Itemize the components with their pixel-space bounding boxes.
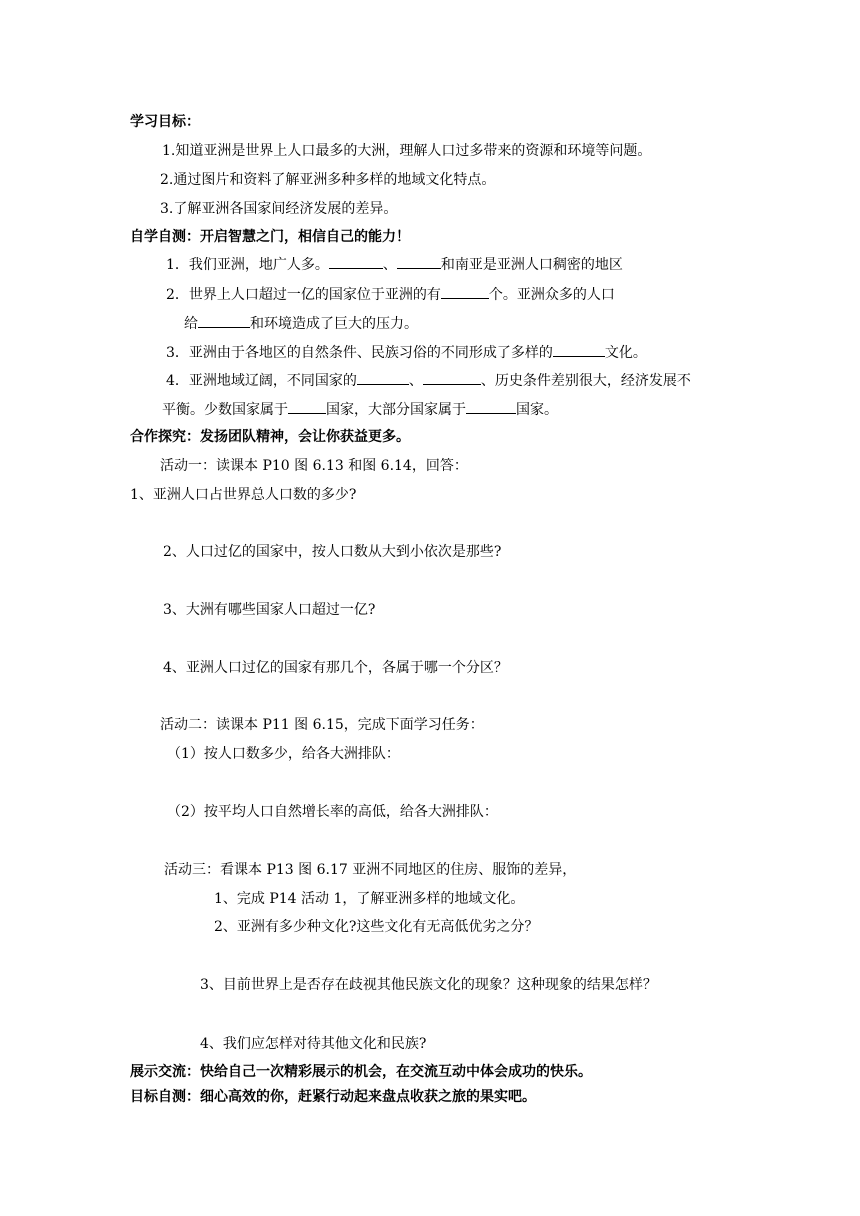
- q2-text-b: 个。亚洲众多的人口: [488, 287, 615, 303]
- q4-text-b: 、历史条件差别很大，经济发展不: [480, 373, 691, 389]
- q1-separator: 、: [382, 257, 397, 273]
- activity3-item-2: 2、亚洲有多少种文化?这些文化有无高低优劣之分？: [214, 919, 539, 935]
- fill-blank[interactable]: [397, 254, 441, 269]
- q1-text-b: 和南亚是亚洲人口稠密的地区: [440, 257, 623, 273]
- self-test-question-1: [166, 254, 623, 275]
- activity1-question-3: 3、大洲有哪些国家人口超过一亿?: [163, 602, 376, 618]
- self-test-question-4-cont: [162, 399, 558, 420]
- activity1-question-4: 4、亚洲人口过亿的国家有那几个，各属于哪一个分区？: [163, 660, 508, 676]
- heading-show-exchange: 展示交流：快给自己一次精彩展示的机会，在交流互动中体会成功的快乐。: [130, 1064, 592, 1080]
- goal-item-2: 2.通过图片和资料了解亚洲多种多样的地域文化特点。: [160, 172, 496, 188]
- fill-blank[interactable]: [423, 370, 481, 385]
- self-test-question-2-cont: [184, 313, 418, 334]
- activity2-title: 活动二：读课本 P11 图 6.15，完成下面学习任务：: [160, 717, 484, 733]
- goal-item-1: 1.知道亚洲是世界上人口最多的大洲，理解人口过多带来的资源和环境等问题。: [162, 143, 652, 159]
- q2-text-d: 和环境造成了巨大的压力。: [250, 316, 418, 332]
- q4-text-d: 国家，大部分国家属于: [326, 402, 466, 418]
- fill-blank[interactable]: [288, 399, 326, 414]
- activity1-question-1: 1、亚洲人口占世界总人口数的多少?: [130, 487, 357, 503]
- fill-blank[interactable]: [441, 284, 489, 299]
- q4-text-e: 国家。: [516, 402, 558, 418]
- activity3-title: 活动三：看课本 P13 图 6.17 亚洲不同地区的住房、服饰的差异，: [164, 862, 577, 878]
- q1-text-a: 1．我们亚洲，地广人多。: [166, 257, 329, 273]
- activity3-item-4: 4、我们应怎样对待其他文化和民族?: [200, 1036, 427, 1052]
- fill-blank[interactable]: [357, 370, 409, 385]
- q4-text-c: 平衡。少数国家属于: [162, 402, 288, 418]
- heading-learning-goals: 学习目标：: [130, 114, 200, 130]
- q4-separator: 、: [408, 373, 423, 389]
- activity3-item-1: 1、完成 P14 活动 1，了解亚洲多样的地域文化。: [214, 891, 525, 907]
- self-test-question-3: [166, 342, 647, 363]
- fill-blank[interactable]: [553, 342, 605, 357]
- heading-self-test: 自学自测：开启智慧之门，相信自己的能力！: [130, 229, 410, 245]
- activity2-task-2: （2）按平均人口自然增长率的高低，给各大洲排队：: [167, 804, 498, 820]
- heading-target-test: 目标自测：细心高效的你，赶紧行动起来盘点收获之旅的果实吧。: [130, 1089, 536, 1105]
- activity1-title: 活动一：读课本 P10 图 6.13 和图 6.14，回答：: [160, 458, 468, 474]
- self-test-question-4: [166, 370, 691, 391]
- q2-text-c: 给: [184, 316, 198, 332]
- heading-cooperation: 合作探究：发扬团队精神，会让你获益更多。: [130, 429, 410, 445]
- activity3-item-3: 3、目前世界上是否存在歧视其他民族文化的现象？这种现象的结果怎样？: [200, 977, 657, 993]
- fill-blank[interactable]: [329, 254, 383, 269]
- q3-text-b: 文化。: [604, 345, 647, 361]
- fill-blank[interactable]: [466, 399, 516, 414]
- q2-text-a: 2．世界上人口超过一亿的国家位于亚洲的有: [166, 287, 441, 303]
- goal-item-3: 3.了解亚洲各国家间经济发展的差异。: [160, 201, 398, 217]
- self-test-question-2: [166, 284, 615, 305]
- q3-text-a: 3．亚洲由于各地区的自然条件、民族习俗的不同形成了多样的: [166, 345, 553, 361]
- q4-text-a: 4．亚洲地域辽阔，不同国家的: [166, 373, 357, 389]
- activity1-question-2: 2、人口过亿的国家中，按人口数从大到小依次是那些?: [163, 544, 502, 560]
- fill-blank[interactable]: [198, 313, 250, 328]
- activity2-task-1: （1）按人口数多少，给各大洲排队：: [167, 746, 400, 762]
